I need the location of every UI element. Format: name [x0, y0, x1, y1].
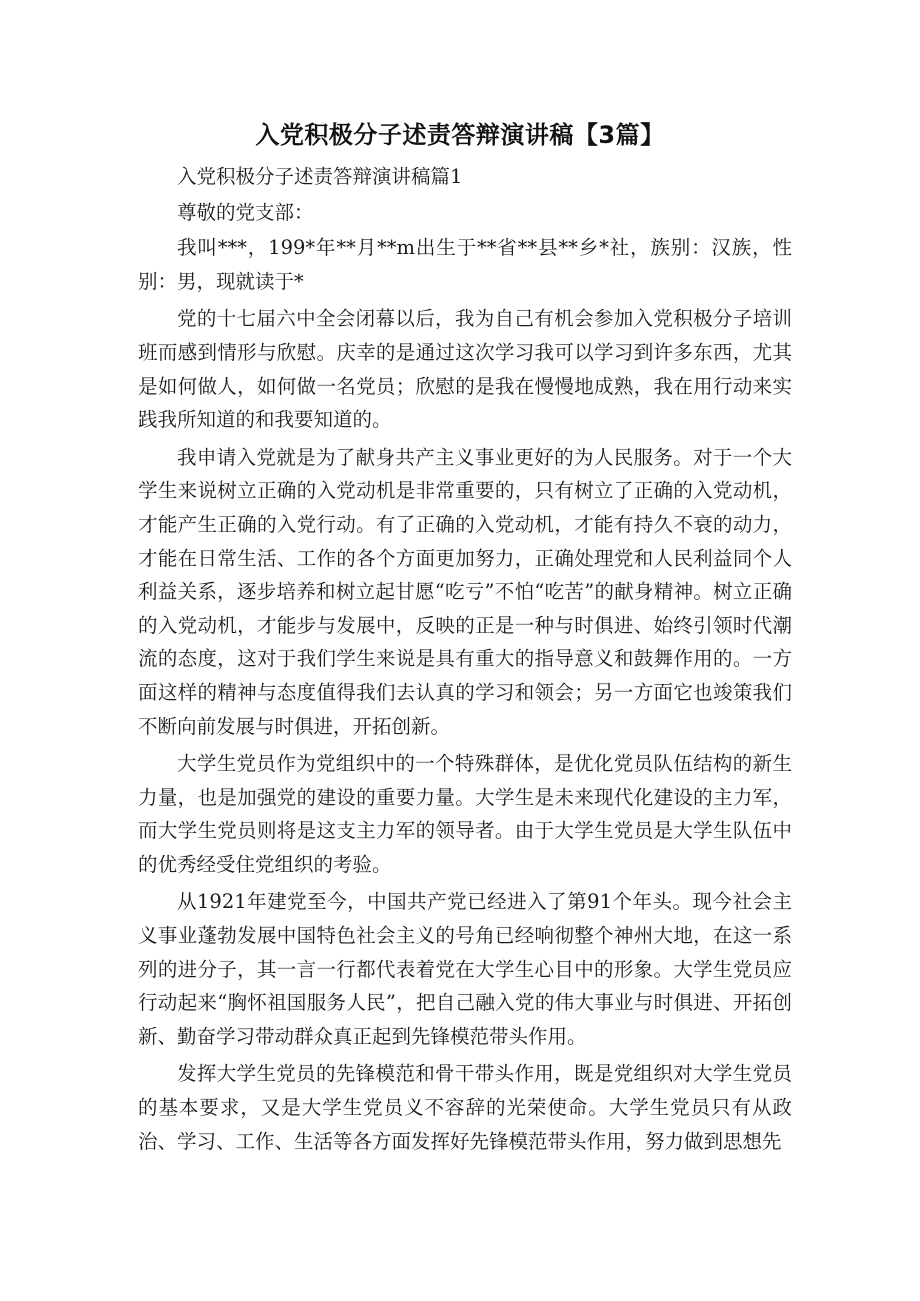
- paragraph: 我申请入党就是为了献身共产主义事业更好的为人民服务。对于一个大学生来说树立正确的入党动机是非常重要的，只有树立了正确的入党动机，才能产生正确的入党行动。有了正确的入党动机，才能有持久不衰的动力，才能在日常生活、工作的各个方面更加努力，正确处理党和人民利益同个人利益关系，逐步培养和树立起甘愿“吃亏”不怕“吃苦”的献身精神。树立正确的入党动机，才能步与发展中，反映的正是一种与时俱进、始终引领时代潮流的态度，这对于我们学生来说是具有重大的指导意义和鼓舞作用的。一方面这样的精神与态度值得我们去认真的学习和领会；另一方面它也竣策我们不断向前发展与时俱进，开拓创新。: [138, 445, 792, 738]
- paragraph: 发挥大学生党员的先锋模范和骨干带头作用，既是党组织对大学生党员的基本要求，又是大学生党员义不容辞的光荣使命。大学生党员只有从政治、学习、工作、生活等各方面发挥好先锋模范带头作用，努力做到思想先: [138, 1062, 792, 1153]
- paragraph: 从1921年建党至今，中国共产党已经进入了第91个年头。现今社会主义事业蓬勃发展中国特色社会主义的号角已经响彻整个神州大地，在这一系列的进分子，其一言一行都代表着党在大学生心目中的形象。大学生党员应行动起来“胸怀祖国服务人民”，把自己融入党的伟大事业与时俱进、开拓创新、勤奋学习带动群众真正起到先锋模范带头作用。: [138, 890, 792, 1048]
- salutation: 尊敬的党支部：: [177, 200, 314, 224]
- section-heading: 入党积极分子述责答辩演讲稿篇1: [177, 165, 463, 188]
- paragraph: 大学生党员作为党组织中的一个特殊群体，是优化党员队伍结构的新生力量，也是加强党的建设的重要力量。大学生是未来现代化建设的主力军，而大学生党员则将是这支主力军的领导者。由于大学生党员是大学生队伍中的优秀经受住党组织的考验。: [138, 752, 792, 876]
- paragraph-intro: 我叫***，199*年**月**m出生于**省**县**乡*社，族别：汉族，性别：男，现就读于*: [138, 236, 792, 293]
- document-title: 入党积极分子述责答辩演讲稿【3篇】: [255, 121, 665, 149]
- paragraph: 党的十七届六中全会闭幕以后，我为自己有机会参加入党积极分子培训班而感到情形与欣慰。庆幸的是通过这次学习我可以学习到许多东西，尤其是如何做人，如何做一名党员；欣慰的是我在慢慢地成熟，我在用行动来实践我所知道的和我要知道的。: [138, 307, 792, 432]
- document-body: [138, 160, 792, 1162]
